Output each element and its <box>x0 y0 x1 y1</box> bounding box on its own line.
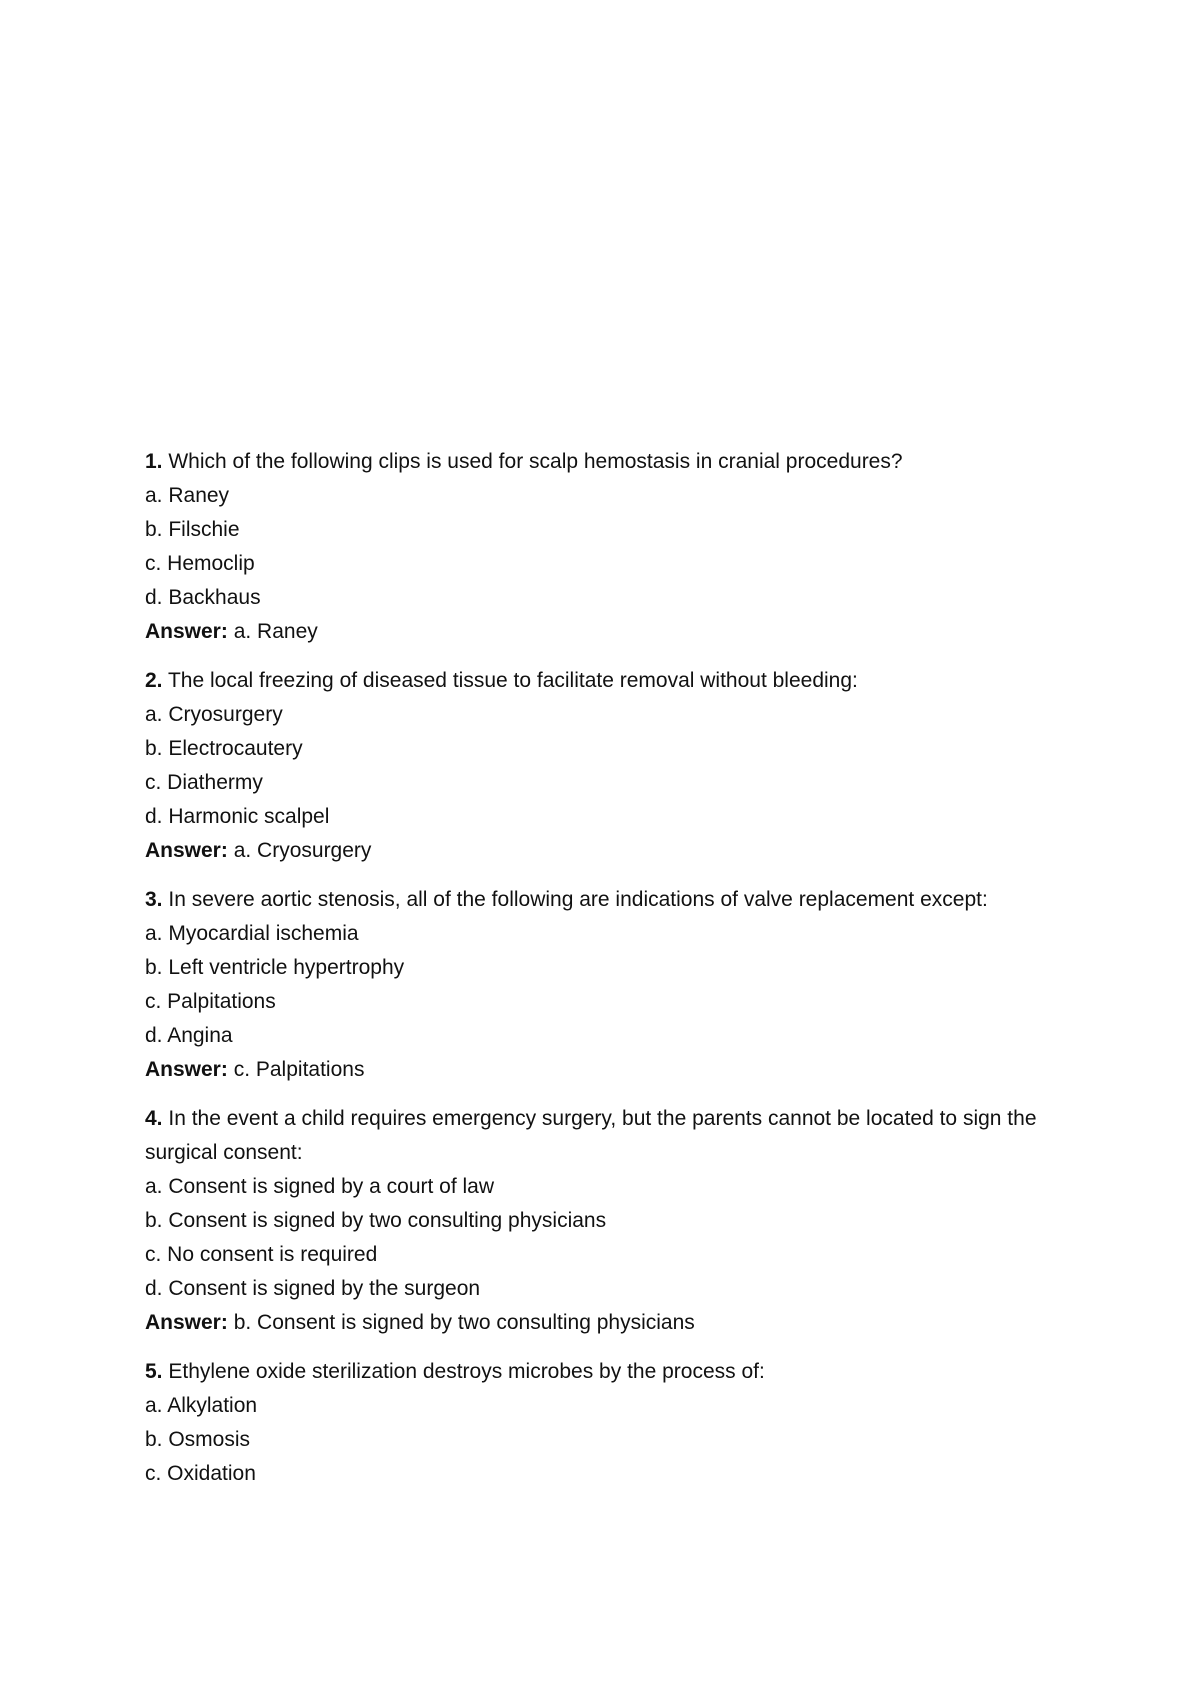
question-list <box>145 445 1065 1506</box>
answer-label: Answer: <box>145 1058 228 1081</box>
option-a: a. Raney <box>145 484 230 507</box>
question-text: Which of the following clips is used for scalp hemostasis in cranial procedures? <box>168 450 903 473</box>
option-a: a. Alkylation <box>145 1394 258 1417</box>
option-d: d. Consent is signed by the surgeon <box>145 1277 481 1300</box>
option-b: b. Left ventricle hypertrophy <box>145 956 405 979</box>
question-1 <box>145 445 1065 649</box>
option-c: c. Diathermy <box>145 771 263 794</box>
option-b: b. Electrocautery <box>145 737 303 760</box>
option-c: c. Hemoclip <box>145 552 255 575</box>
option-d: d. Backhaus <box>145 586 261 609</box>
question-stem <box>145 664 1065 698</box>
answer-line <box>145 615 1065 649</box>
option-d: d. Angina <box>145 1024 233 1047</box>
option-b: b. Osmosis <box>145 1428 251 1451</box>
question-number: 1. <box>145 450 163 473</box>
answer-label: Answer: <box>145 620 228 643</box>
question-2 <box>145 664 1065 868</box>
answer-label: Answer: <box>145 1311 228 1334</box>
option-b: b. Filschie <box>145 518 240 541</box>
question-3 <box>145 883 1065 1087</box>
question-number: 4. <box>145 1107 163 1130</box>
question-number: 5. <box>145 1360 163 1383</box>
option-b: b. Consent is signed by two consulting physicians <box>145 1209 607 1232</box>
question-4 <box>145 1102 1065 1340</box>
question-stem <box>145 445 1065 479</box>
answer-label: Answer: <box>145 839 228 862</box>
option-a: a. Consent is signed by a court of law <box>145 1175 495 1198</box>
question-5 <box>145 1355 1065 1491</box>
question-number: 3. <box>145 888 163 911</box>
option-a: a. Cryosurgery <box>145 703 283 726</box>
question-stem <box>145 1102 1065 1170</box>
answer-line <box>145 1306 1065 1340</box>
option-d: d. Harmonic scalpel <box>145 805 330 828</box>
answer-text: c. Palpitations <box>233 1058 365 1081</box>
answer-text: b. Consent is signed by two consulting physicians <box>233 1311 695 1334</box>
option-c: c. Palpitations <box>145 990 276 1013</box>
question-number: 2. <box>145 669 163 692</box>
question-text: Ethylene oxide sterilization destroys microbes by the process of: <box>168 1360 765 1383</box>
question-text: The local freezing of diseased tissue to facilitate removal without bleeding: <box>167 669 858 692</box>
question-text: In the event a child requires emergency surgery, but the parents cannot be located to sign the surgical consent: <box>145 1107 1037 1164</box>
question-text: In severe aortic stenosis, all of the following are indications of valve replacement except: <box>168 888 988 911</box>
answer-text: a. Cryosurgery <box>233 839 372 862</box>
question-stem <box>145 883 1065 917</box>
option-c: c. No consent is required <box>145 1243 378 1266</box>
answer-line <box>145 1053 1065 1087</box>
question-stem <box>145 1355 1065 1389</box>
option-c: c. Oxidation <box>145 1462 256 1485</box>
answer-text: a. Raney <box>233 620 318 643</box>
option-a: a. Myocardial ischemia <box>145 922 359 945</box>
answer-line <box>145 834 1065 868</box>
